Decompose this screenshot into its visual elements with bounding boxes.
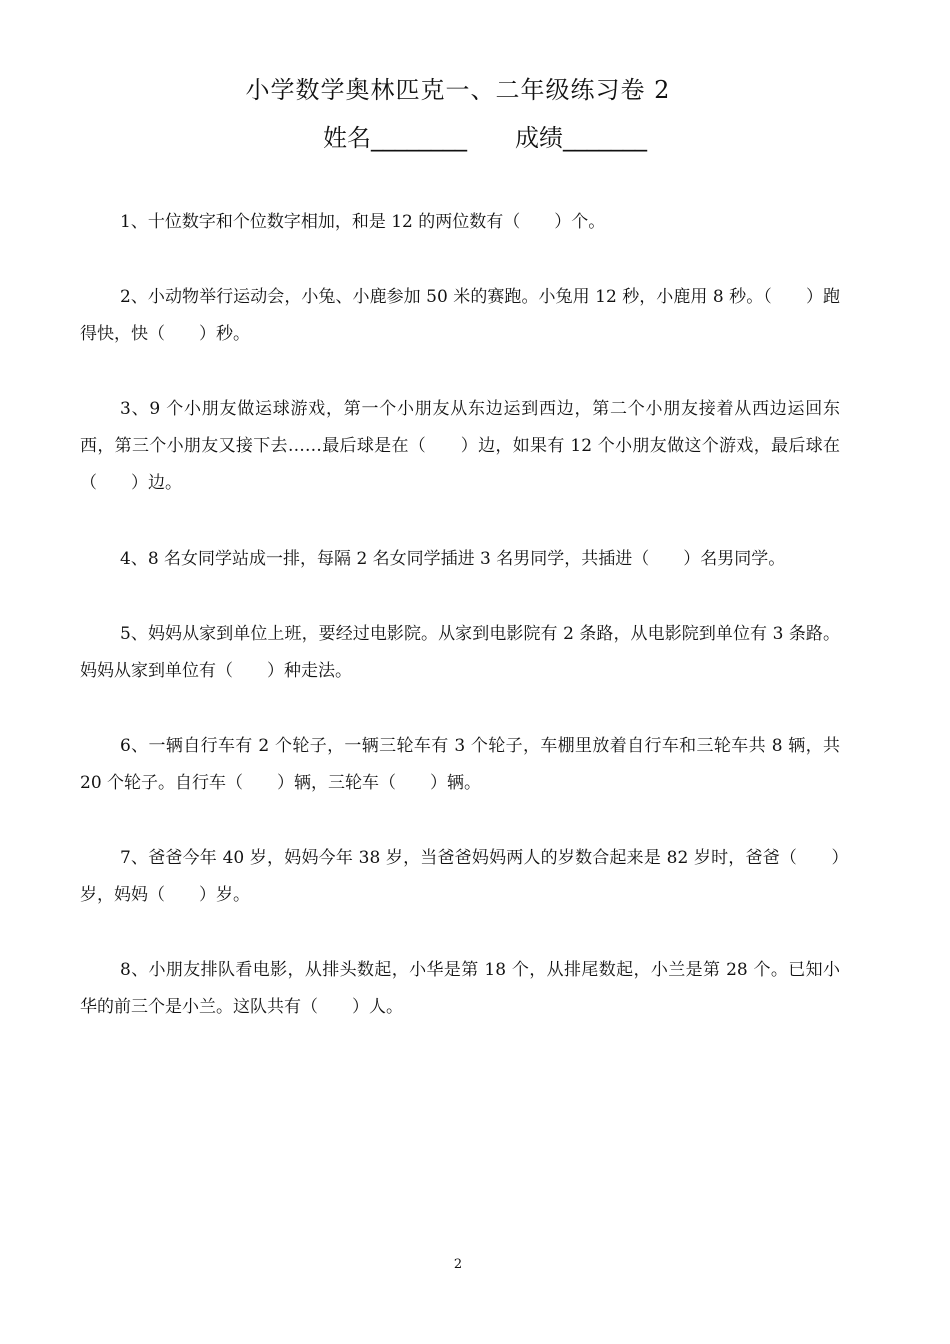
question-2: 2、小动物举行运动会，小兔、小鹿参加 50 米的赛跑。小兔用 12 秒，小鹿用 8 秒。（ ）跑得快，快（ ）秒。 xyxy=(80,287,840,344)
student-info xyxy=(0,118,950,153)
page-number: 2 xyxy=(453,1257,463,1272)
question-3: 3、9 个小朋友做运球游戏，第一个小朋友从东边运到西边，第二个小朋友接着从西边运回东西，第三个小朋友又接下去……最后球是在（ ）边，如果有 12 个小朋友做这个游戏，最后球在（ ）边。 xyxy=(80,399,840,493)
question-4: 4、8 名女同学站成一排，每隔 2 名女同学插进 3 名男同学，共插进（ ）名男同学。 xyxy=(120,549,786,569)
question-7: 7、爸爸今年 40 岁，妈妈今年 38 岁，当爸爸妈妈两人的岁数合起来是 82 岁时，爸爸（ ）岁，妈妈（ ）岁。 xyxy=(80,848,840,905)
page-title: 小学数学奥林匹克一、二年级练习卷 2 xyxy=(245,76,671,104)
score-field-label: 成绩_______ xyxy=(515,124,647,152)
question-6: 6、一辆自行车有 2 个轮子，一辆三轮车有 3 个轮子，车棚里放着自行车和三轮车共 8 辆，共 20 个轮子。自行车（ ）辆，三轮车（ ）辆。 xyxy=(80,736,840,793)
question-8: 8、小朋友排队看电影，从排头数起，小华是第 18 个，从排尾数起，小兰是第 28 个。已知小华的前三个是小兰。这队共有（ ）人。 xyxy=(80,960,840,1017)
question-1: 1、十位数字和个位数字相加，和是 12 的两位数有（ ）个。 xyxy=(120,212,606,232)
question-5: 5、妈妈从家到单位上班，要经过电影院。从家到电影院有 2 条路，从电影院到单位有 3 条路。妈妈从家到单位有（ ）种走法。 xyxy=(80,624,840,681)
name-field-label: 姓名________ xyxy=(323,124,467,152)
